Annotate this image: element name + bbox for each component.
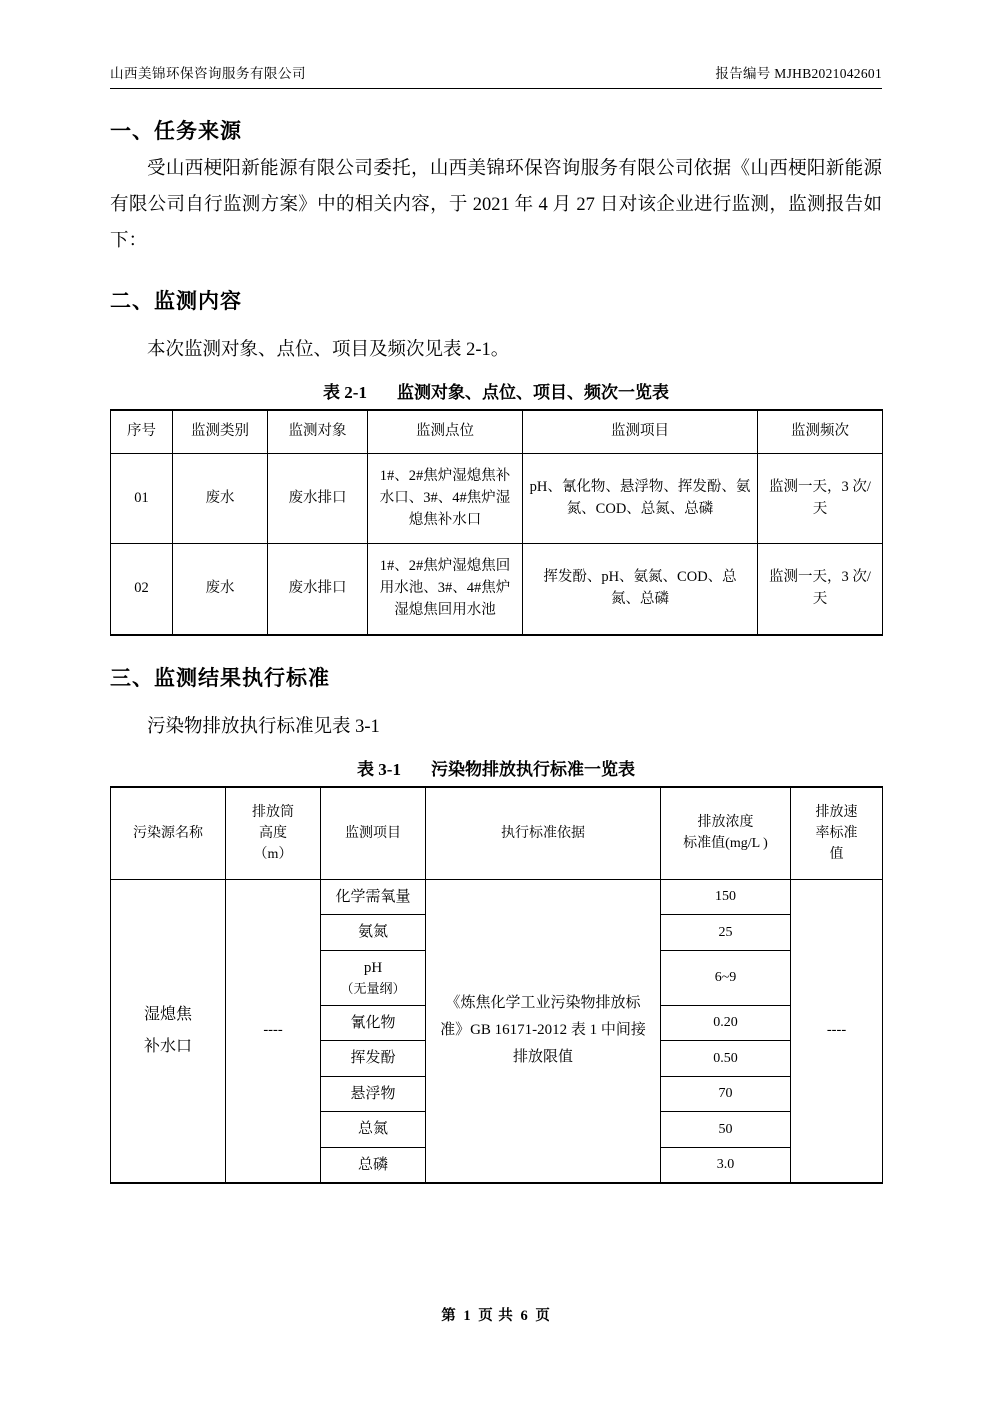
col-header-items: 监测项目: [523, 410, 758, 453]
cell-concentration-limit: 0.50: [661, 1041, 791, 1077]
table-3-1-caption-number: 表 3-1: [357, 759, 401, 779]
cell-concentration-limit: 3.0: [661, 1147, 791, 1183]
cell-item: 化学需氧量: [321, 879, 426, 915]
cell-frequency: 监测一天，3 次/天: [758, 544, 883, 635]
section-1-title: 一、任务来源: [110, 119, 242, 143]
col-header-no: 序号: [111, 410, 173, 453]
col-header-frequency: 监测频次: [758, 410, 883, 453]
col-header-item: 监测项目: [321, 787, 426, 880]
cell-item: 氨氮: [321, 915, 426, 951]
footer-prefix: 第: [441, 1308, 457, 1324]
cell-no: 02: [111, 544, 173, 635]
cell-concentration-limit: 70: [661, 1076, 791, 1112]
cell-frequency: 监测一天，3 次/天: [758, 454, 883, 544]
page-header: [110, 0, 882, 89]
col-header-concentration-line2: 标准值(mg/L ): [683, 836, 768, 852]
col-header-basis: 执行标准依据: [426, 787, 661, 880]
col-header-stack-height-line2: 高度: [259, 825, 287, 841]
col-header-point: 监测点位: [368, 410, 523, 453]
page-footer: [0, 1304, 992, 1325]
cell-source-name: [111, 879, 226, 1183]
col-header-stack-height: [226, 787, 321, 880]
footer-total-pages: 6: [520, 1308, 529, 1324]
table-row: [111, 544, 883, 635]
footer-page-number: 1: [463, 1308, 472, 1324]
cell-point: 1#、2#焦炉湿熄焦回用水池、3#、4#焦炉湿熄焦回用水池: [368, 544, 523, 635]
cell-object: 废水排口: [268, 544, 368, 635]
col-header-stack-height-line1: 排放筒: [252, 804, 294, 820]
cell-item: [321, 950, 426, 1005]
cell-source-name-line1: 湿熄焦: [143, 1005, 192, 1023]
table-row: [111, 879, 883, 915]
cell-point: 1#、2#焦炉湿熄焦补水口、3#、4#焦炉湿熄焦补水口: [368, 454, 523, 544]
col-header-stack-height-line3: （m）: [253, 846, 293, 862]
cell-item: 挥发酚: [321, 1041, 426, 1077]
table-2-1-caption-text: 监测对象、点位、项目、频次一览表: [396, 383, 669, 403]
col-header-concentration: [661, 787, 791, 880]
cell-item-line1: pH: [363, 959, 383, 976]
footer-suffix: 页: [535, 1308, 551, 1324]
col-header-rate-line1: 排放速: [815, 804, 858, 820]
cell-item: 总磷: [321, 1147, 426, 1183]
cell-rate-limit: ----: [791, 879, 883, 1183]
cell-no: 01: [111, 454, 173, 544]
header-company: 山西美锦环保咨询服务有限公司: [110, 66, 306, 81]
section-2-title: 二、监测内容: [110, 289, 242, 314]
cell-items: 挥发酚、pH、氨氮、COD、总氮、总磷: [523, 544, 758, 635]
cell-concentration-limit: 25: [661, 915, 791, 951]
cell-concentration-limit: 6~9: [661, 950, 791, 1005]
cell-category: 废水: [173, 454, 268, 544]
cell-item-line2: （无量纲）: [340, 981, 406, 997]
section-3-title: 三、监测结果执行标准: [110, 665, 330, 690]
cell-source-name-line2: 补水口: [143, 1037, 192, 1055]
cell-item: 悬浮物: [321, 1076, 426, 1112]
cell-stack-height: ----: [226, 879, 321, 1183]
cell-concentration-limit: 0.20: [661, 1005, 791, 1041]
cell-item: 氰化物: [321, 1005, 426, 1041]
table-3-1-caption: [110, 755, 882, 780]
col-header-category: 监测类别: [173, 410, 268, 453]
cell-concentration-limit: 150: [661, 879, 791, 915]
table-row: [111, 454, 883, 544]
col-header-concentration-line1: 排放浓度: [697, 815, 754, 831]
col-header-rate: [791, 787, 883, 880]
table-3-1-caption-text: 污染物排放执行标准一览表: [430, 759, 635, 779]
footer-middle: 页 共: [478, 1308, 514, 1324]
col-header-object: 监测对象: [268, 410, 368, 453]
col-header-rate-line3: 值: [829, 846, 844, 862]
emission-standard-table: [110, 786, 883, 1185]
section-1-body: 受山西梗阳新能源有限公司委托，山西美锦环保咨询服务有限公司依据《山西梗阳新能源有限公司自行监测方案》中的相关内容，于 2021 年 4 月 27 日对该企业进行监测，监测报告如下：: [110, 159, 882, 252]
section-3-body: 污染物排放执行标准见表 3-1: [147, 716, 380, 737]
col-header-rate-line2: 率标准: [815, 825, 858, 841]
table-2-1-caption-number: 表 2-1: [323, 383, 367, 403]
cell-concentration-limit: 50: [661, 1112, 791, 1148]
section-2-body: 本次监测对象、点位、项目及频次见表 2-1。: [147, 340, 510, 361]
col-header-source: 污染源名称: [111, 787, 226, 880]
table-header-row: [111, 410, 883, 453]
cell-object: 废水排口: [268, 454, 368, 544]
monitoring-content-table: [110, 409, 883, 635]
cell-items: pH、氰化物、悬浮物、挥发酚、氨氮、COD、总氮、总磷: [523, 454, 758, 544]
cell-category: 废水: [173, 544, 268, 635]
table-header-row: [111, 787, 883, 880]
cell-standard-basis: 《炼焦化学工业污染物排放标准》GB 16171-2012 表 1 中间接排放限值: [426, 879, 661, 1183]
header-report-number: 报告编号 MJHB2021042601: [715, 66, 882, 81]
table-2-1-caption: [110, 378, 882, 403]
cell-item: 总氮: [321, 1112, 426, 1148]
